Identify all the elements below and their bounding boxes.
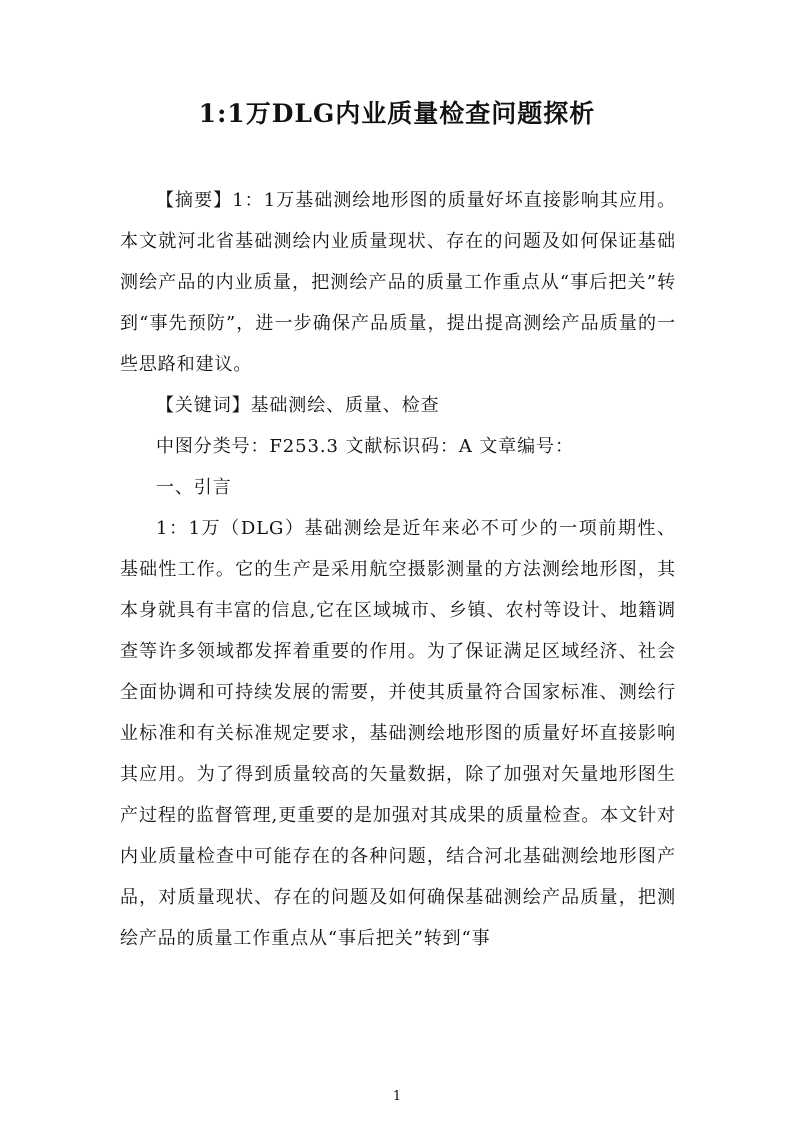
classification-line: 中图分类号：F253.3 文献标识码：A 文章编号： bbox=[156, 436, 574, 457]
page-number: 1 bbox=[392, 1089, 402, 1104]
keywords-text: 基础测绘、质量、检查 bbox=[250, 395, 440, 416]
abstract-paragraph bbox=[120, 180, 676, 385]
keywords-label: 【关键词】 bbox=[156, 395, 251, 416]
intro-paragraph: 1：1万（DLG）基础测绘是近年来必不可少的一项前期性、基础性工作。它的生产是采用航空摄影测量的方法测绘地形图，其本身就具有丰富的信息,它在区域城市、乡镇、农村等设计、地籍调查等许多领域都发挥着重要的作用。为了保证满足区域经济、社会全面协调和可持续发展的需要，并使其质量符合国家标准、测绘行业标准和有关标准规定要求，基础测绘地形图的质量好坏直接影响其应用。为了得到质量较高的矢量数据，除了加强对矢量地形图生产过程的监督管理,更重要的是加强对其成果的质量检查。本文针对内业质量检查中可能存在的各种问题，结合河北基础测绘地形图产品，对质量现状、存在的问题及如何确保基础测绘产品质量，把测绘产品的质量工作重点从“事后把关”转到“事 bbox=[120, 518, 676, 949]
document-body bbox=[120, 180, 676, 959]
section-heading: 一、引言 bbox=[156, 477, 232, 498]
abstract-label: 【摘要】 bbox=[156, 190, 233, 211]
abstract-text: 1：1万基础测绘地形图的质量好坏直接影响其应用。本文就河北省基础测绘内业质量现状、存在的问题及如何保证基础测绘产品的内业质量，把测绘产品的质量工作重点从“事后把关”转到“事先预防”，进一步确保产品质量，提出提高测绘产品质量的一些思路和建议。 bbox=[120, 190, 676, 375]
document-title: 1:1万DLG内业质量检查问题探析 bbox=[198, 99, 596, 128]
keywords-paragraph bbox=[120, 385, 676, 426]
